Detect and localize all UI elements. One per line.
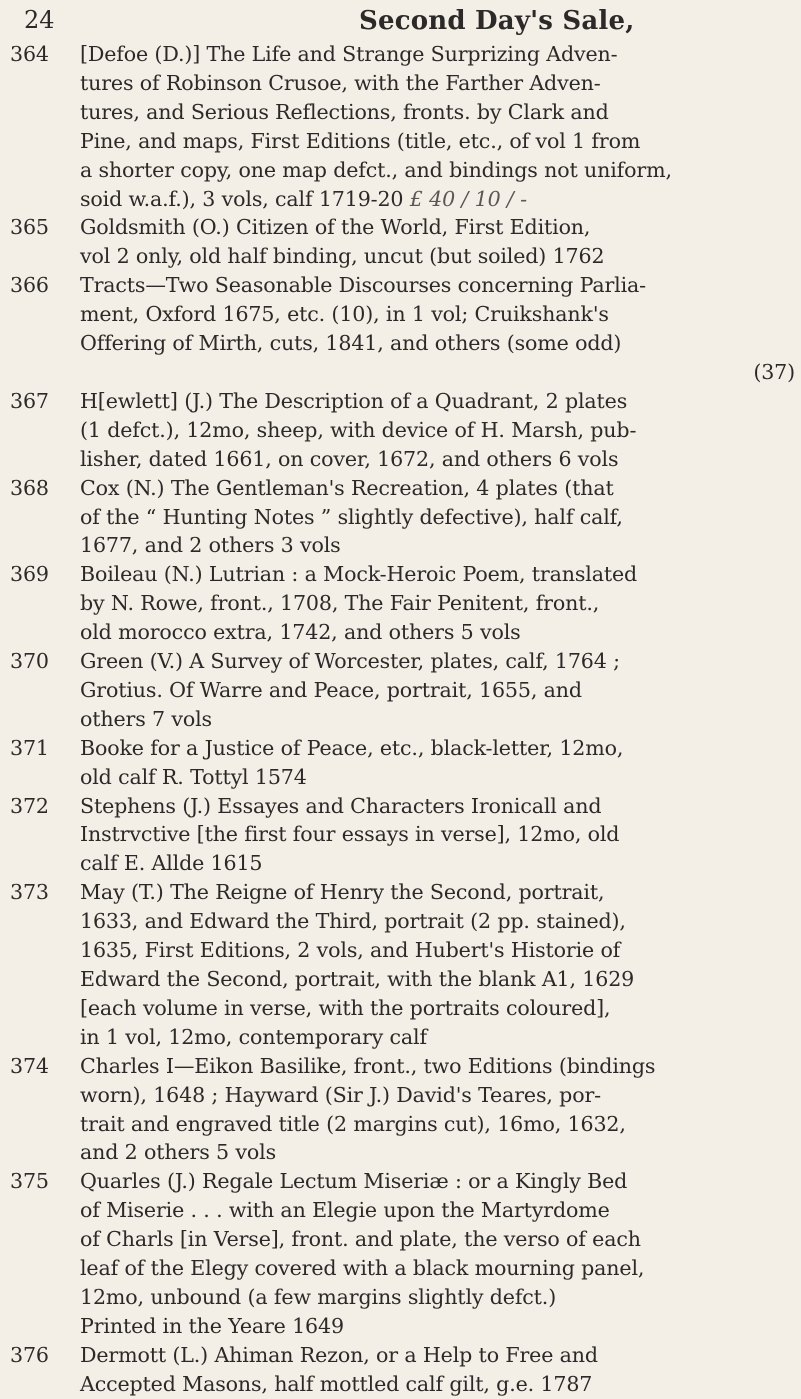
lot-list <box>10 40 795 1399</box>
lot-line: (1 defct.), 12mo, sheep, with device of H. Marsh, pub- <box>80 417 637 442</box>
lot-line: leaf of the Elegy covered with a black mourning panel, <box>80 1256 645 1281</box>
lot-line: 1635, First Editions, 2 vols, and Hubert's Historie of <box>80 938 621 963</box>
lot-entry <box>10 647 795 734</box>
lot-line: May (T.) The Reigne of Henry the Second, portrait, <box>80 880 605 905</box>
lot-description <box>80 1052 795 1168</box>
lot-line: others 7 vols <box>80 706 212 731</box>
lot-number: 365 <box>10 215 49 240</box>
lot-entry <box>10 1052 795 1168</box>
lot-line: ment, Oxford 1675, etc. (10), in 1 vol; Cruikshank's <box>80 302 609 327</box>
lot-line: [Defoe (D.)] The Life and Strange Surprizing Adven- <box>80 42 618 66</box>
lot-line: in 1 vol, 12mo, contemporary calf <box>80 1024 427 1049</box>
lot-description <box>80 271 795 387</box>
lot-line: Pine, and maps, First Editions (title, etc., of vol 1 from <box>80 128 641 153</box>
lot-line: vol 2 only, old half binding, uncut (but soiled) 1762 <box>80 244 605 269</box>
lot-line: Instrvctive [the first four essays in verse], 12mo, old <box>80 822 620 847</box>
lot-line: Printed in the Yeare 1649 <box>80 1313 344 1338</box>
lot-line: old morocco extra, 1742, and others 5 vols <box>80 620 521 645</box>
lot-description <box>80 647 795 734</box>
lot-description <box>80 474 795 561</box>
lot-line: Booke for a Justice of Peace, etc., black-letter, 12mo, <box>80 735 624 760</box>
lot-line: tures of Robinson Crusoe, with the Farther Adven- <box>80 70 601 95</box>
lot-line: of Miserie . . . with an Elegie upon the Martyrdome <box>80 1198 610 1223</box>
lot-line: a shorter copy, one map defct., and bindings not uniform, <box>80 157 672 182</box>
lot-description <box>80 734 795 792</box>
lot-number: 368 <box>10 475 49 500</box>
lot-line: Stephens (J.) Essayes and Characters Ironicall and <box>80 793 602 818</box>
lot-entry <box>10 734 795 792</box>
lot-line: Goldsmith (O.) Citizen of the World, First Edition, <box>80 215 591 240</box>
lot-line: and 2 others 5 vols <box>80 1140 276 1165</box>
lot-line: of the “ Hunting Notes ” slightly defective), half calf, <box>80 504 623 529</box>
lot-line: Accepted Masons, half mottled calf gilt, g.e. 1787 <box>80 1371 593 1396</box>
lot-description <box>80 792 795 879</box>
lot-entry <box>10 213 795 271</box>
lot-description <box>80 560 795 647</box>
lot-number: 366 <box>10 273 49 298</box>
lot-description <box>80 40 795 213</box>
lot-line: Offering of Mirth, cuts, 1841, and others (some odd) <box>80 331 622 356</box>
lot-number: 376 <box>10 1342 49 1367</box>
lot-number: 372 <box>10 793 49 818</box>
lot-line: Edward the Second, portrait, with the blank A1, 1629 <box>80 967 635 991</box>
handwritten-annotation: £ 40 / 10 / - <box>409 186 527 211</box>
lot-number: 375 <box>10 1169 49 1194</box>
lot-description <box>80 1341 795 1399</box>
page-number: 24 <box>24 6 55 34</box>
lot-line: lisher, dated 1661, on cover, 1672, and others 6 vols <box>80 446 619 471</box>
lot-line: Tracts—Two Seasonable Discourses concerning Parlia- <box>80 273 646 298</box>
lot-line: soid w.a.f.), 3 vols, calf 1719-20 £ 40 / 10 / - <box>80 186 527 211</box>
lot-number: 369 <box>10 562 49 587</box>
lot-description <box>80 387 795 474</box>
lot-entry <box>10 1167 795 1340</box>
lot-line: 1677, and 2 others 3 vols <box>80 533 341 558</box>
lot-line: Quarles (J.) Regale Lectum Miseriæ : or a Kingly Bed <box>80 1169 628 1194</box>
lot-number: 364 <box>10 42 49 66</box>
lot-entry <box>10 474 795 561</box>
lot-line: Dermott (L.) Ahiman Rezon, or a Help to Free and <box>80 1342 598 1367</box>
lot-line: 1633, and Edward the Third, portrait (2 pp. stained), <box>80 909 626 934</box>
lot-line: trait and engraved title (2 margins cut), 16mo, 1632, <box>80 1111 626 1136</box>
lot-line: worn), 1648 ; Hayward (Sir J.) David's Teares, por- <box>80 1082 601 1107</box>
lot-number: 374 <box>10 1053 49 1078</box>
lot-number: 367 <box>10 388 49 413</box>
lot-line: Green (V.) A Survey of Worcester, plates, calf, 1764 ; <box>80 649 620 674</box>
lot-line: 12mo, unbound (a few margins slightly defct.) <box>80 1284 557 1309</box>
lot-entry <box>10 387 795 474</box>
lot-entry <box>10 792 795 879</box>
lot-entry <box>10 271 795 387</box>
lot-description <box>80 878 795 1051</box>
lot-number: 371 <box>10 735 49 760</box>
lot-description <box>80 213 795 271</box>
lot-line: tures, and Serious Reflections, fronts. by Clark and <box>80 99 609 124</box>
running-title: Second Day's Sale, <box>359 6 635 36</box>
lot-line: [each volume in verse, with the portraits coloured], <box>80 995 611 1020</box>
lot-number: 370 <box>10 649 49 674</box>
page-header <box>24 6 777 36</box>
lot-line: Boileau (N.) Lutrian : a Mock-Heroic Poem, translated <box>80 562 638 587</box>
lot-entry <box>10 878 795 1051</box>
lot-line: by N. Rowe, front., 1708, The Fair Penitent, front., <box>80 591 600 616</box>
lot-line: (37) <box>753 359 795 384</box>
lot-entry <box>10 560 795 647</box>
lot-entry <box>10 1341 795 1399</box>
lot-line: old calf R. Tottyl 1574 <box>80 764 307 789</box>
lot-line: H[ewlett] (J.) The Description of a Quadrant, 2 plates <box>80 388 628 413</box>
lot-description <box>80 1167 795 1340</box>
lot-line: calf E. Allde 1615 <box>80 851 263 876</box>
lot-line: Grotius. Of Warre and Peace, portrait, 1655, and <box>80 677 582 702</box>
lot-number: 373 <box>10 880 49 905</box>
lot-line: Cox (N.) The Gentleman's Recreation, 4 plates (that <box>80 475 614 500</box>
lot-line: of Charls [in Verse], front. and plate, the verso of each <box>80 1227 641 1252</box>
lot-entry <box>10 40 795 213</box>
lot-line: Charles I—Eikon Basilike, front., two Editions (bindings <box>80 1053 656 1078</box>
